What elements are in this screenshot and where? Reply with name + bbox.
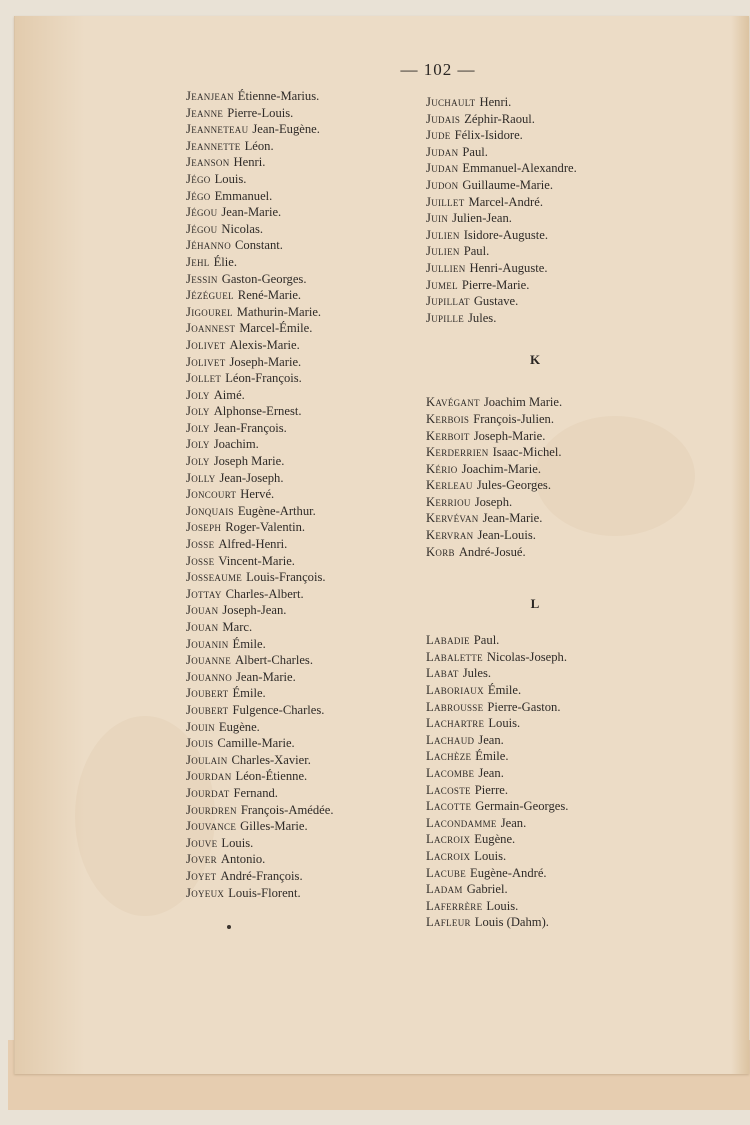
entry-given-names: Henri-Auguste. xyxy=(469,260,548,275)
entry-surname: Laferrère xyxy=(426,898,483,913)
entry-surname: Josse xyxy=(186,537,215,552)
name-entry xyxy=(186,868,396,885)
entry-given-names: Marcel-Émile. xyxy=(239,321,313,336)
entry-surname: Lacotte xyxy=(426,799,472,814)
entry-surname: Joncourt xyxy=(186,487,237,502)
entry-given-names: Camille-Marie. xyxy=(217,736,295,751)
name-entry xyxy=(426,815,644,832)
entry-given-names: Léon. xyxy=(244,138,274,153)
entry-given-names: Jean. xyxy=(478,766,504,780)
name-entry xyxy=(186,436,396,453)
name-entry xyxy=(186,569,396,586)
entry-surname: Jollet xyxy=(186,371,222,386)
entry-surname: Joannest xyxy=(186,321,236,336)
name-entry xyxy=(186,719,396,736)
right-name-column xyxy=(426,94,644,931)
entry-surname: Joubert xyxy=(186,702,229,717)
name-entry xyxy=(186,304,396,321)
entry-given-names: Élie. xyxy=(213,254,238,269)
entry-given-names: Marc. xyxy=(222,620,253,634)
entry-surname: Jouin xyxy=(186,719,215,734)
name-entry xyxy=(426,194,644,211)
entry-surname: Joly xyxy=(186,420,210,435)
entry-surname: Jude xyxy=(426,128,451,143)
entry-given-names: Jean-Marie. xyxy=(221,205,282,220)
entry-surname: Jupille xyxy=(426,310,464,325)
name-entry xyxy=(426,494,644,511)
entry-given-names: Pierre-Louis. xyxy=(227,105,294,120)
name-entry xyxy=(426,461,644,478)
page-right-edge xyxy=(731,16,749,1074)
entry-surname: Kavégant xyxy=(426,395,480,410)
entry-surname: Jullien xyxy=(426,260,466,275)
name-entry xyxy=(426,111,644,128)
name-entry xyxy=(186,387,396,404)
entry-given-names: André-François. xyxy=(220,868,303,883)
name-entry xyxy=(426,649,644,666)
entry-surname: Jourdren xyxy=(186,802,237,817)
entry-given-names: Charles-Xavier. xyxy=(231,752,311,767)
entry-surname: Judon xyxy=(426,177,459,192)
entry-given-names: François-Amédée. xyxy=(240,802,334,817)
entry-surname: Jouanno xyxy=(186,669,232,684)
entry-surname: Jouvance xyxy=(186,819,237,834)
entry-given-names: Jean. xyxy=(478,732,504,747)
entry-surname: Joyeux xyxy=(186,885,225,900)
entry-surname: Kerriou xyxy=(426,494,471,509)
entry-surname: Jeannette xyxy=(186,138,241,153)
entry-given-names: Fulgence-Charles. xyxy=(232,702,325,717)
entry-given-names: Léon-François. xyxy=(225,371,302,386)
name-entry xyxy=(186,453,396,470)
entry-given-names: Charles-Albert. xyxy=(225,586,304,601)
entry-given-names: Louis (Dahm). xyxy=(474,915,549,930)
entry-given-names: Antonio. xyxy=(220,852,266,867)
entry-surname: Kerderrien xyxy=(426,445,489,460)
entry-surname: Jehl xyxy=(186,254,210,269)
entry-surname: Joly xyxy=(186,454,210,469)
name-entry xyxy=(186,636,396,653)
name-entry xyxy=(186,403,396,420)
entry-surname: Kerboit xyxy=(426,428,470,443)
entry-given-names: Joseph. xyxy=(474,494,513,509)
entry-given-names: Mathurin-Marie. xyxy=(236,304,322,319)
entry-given-names: Guillaume-Marie. xyxy=(462,177,553,192)
entry-given-names: Vincent-Marie. xyxy=(218,553,295,568)
entry-given-names: Joachim Marie. xyxy=(483,395,563,410)
entry-surname: Labrousse xyxy=(426,699,484,714)
entry-surname: Kerleau xyxy=(426,478,473,493)
entry-given-names: Jules. xyxy=(462,666,492,681)
entry-given-names: Étienne-Marius. xyxy=(237,89,320,103)
name-entry xyxy=(426,260,644,277)
entry-surname: Labat xyxy=(426,666,459,681)
name-entry xyxy=(186,254,396,271)
name-entry xyxy=(426,160,644,177)
entry-given-names: Nicolas-Joseph. xyxy=(486,649,567,664)
entry-surname: Juin xyxy=(426,211,449,226)
name-entry xyxy=(186,851,396,868)
entry-surname: Joyet xyxy=(186,868,217,883)
entry-given-names: Alfred-Henri. xyxy=(218,537,288,552)
name-entry xyxy=(426,477,644,494)
name-entry xyxy=(426,682,644,699)
name-entry xyxy=(426,732,644,749)
entry-given-names: Zéphir-Raoul. xyxy=(464,111,535,126)
entry-surname: Lacoste xyxy=(426,782,471,797)
name-entry xyxy=(186,154,396,171)
entry-surname: Julien xyxy=(426,227,460,242)
entry-surname: Jeanneteau xyxy=(186,122,249,137)
entry-surname: Lacube xyxy=(426,865,466,880)
name-entry xyxy=(426,632,644,649)
entry-given-names: Germain-Georges. xyxy=(475,799,569,814)
entry-given-names: Louis. xyxy=(486,898,519,913)
name-entry xyxy=(426,394,644,411)
name-entry xyxy=(426,277,644,294)
entry-given-names: Émile. xyxy=(475,749,509,764)
name-entry xyxy=(426,898,644,915)
entry-given-names: Marcel-André. xyxy=(468,194,543,209)
entry-surname: Julien xyxy=(426,244,460,259)
entry-given-names: Jean-Joseph. xyxy=(219,470,284,485)
entry-surname: Korb xyxy=(426,544,455,559)
name-entry xyxy=(426,914,644,931)
entry-surname: Labadie xyxy=(426,633,470,648)
entry-surname: Jégou xyxy=(186,221,218,236)
name-entry xyxy=(186,221,396,238)
name-entry xyxy=(186,121,396,138)
entry-given-names: Joachim. xyxy=(213,437,259,452)
name-entry xyxy=(426,428,644,445)
entry-surname: Jeanjean xyxy=(186,89,234,103)
name-entry xyxy=(186,835,396,852)
k-entries-list xyxy=(426,394,644,560)
entry-given-names: Louis. xyxy=(488,716,521,731)
entry-surname: Kervévan xyxy=(426,511,479,526)
entry-surname: Jonquais xyxy=(186,503,234,518)
entry-surname: Lacroix xyxy=(426,848,471,863)
entry-surname: Jigourel xyxy=(186,304,233,319)
entry-given-names: Paul. xyxy=(463,244,490,259)
entry-surname: Ladam xyxy=(426,882,463,897)
name-entry xyxy=(426,715,644,732)
name-entry xyxy=(186,885,396,902)
entry-given-names: René-Marie. xyxy=(237,288,302,303)
name-entry xyxy=(426,544,644,561)
name-entry xyxy=(186,519,396,536)
entry-given-names: Jean-Marie. xyxy=(236,669,296,684)
name-entry xyxy=(426,865,644,882)
name-entry xyxy=(426,798,644,815)
name-entry xyxy=(186,271,396,288)
entry-surname: Judan xyxy=(426,161,459,176)
name-entry xyxy=(426,699,644,716)
name-entry xyxy=(186,818,396,835)
name-entry xyxy=(426,411,644,428)
entry-surname: Jégou xyxy=(186,205,218,220)
entry-given-names: Aimé. xyxy=(213,387,245,402)
entry-given-names: Joseph-Marie. xyxy=(473,428,546,443)
name-entry xyxy=(426,831,644,848)
entry-surname: Jolivet xyxy=(186,337,226,352)
name-entry xyxy=(186,802,396,819)
name-entry xyxy=(186,204,396,221)
name-entry xyxy=(426,310,644,327)
entry-given-names: Eugène. xyxy=(218,719,260,734)
name-entry xyxy=(186,586,396,603)
entry-given-names: Jean-Louis. xyxy=(477,528,536,543)
entry-surname: Kervran xyxy=(426,528,474,543)
entry-given-names: Joseph-Jean. xyxy=(222,603,287,618)
entry-surname: Jover xyxy=(186,852,217,867)
name-entry xyxy=(426,527,644,544)
entry-surname: Lacombe xyxy=(426,766,475,780)
entry-given-names: Hervé. xyxy=(240,487,275,502)
page-number: — 102 — xyxy=(400,60,476,79)
ink-dot xyxy=(227,925,231,929)
entry-surname: Judais xyxy=(426,111,461,126)
entry-given-names: Jules-Georges. xyxy=(476,478,551,493)
entry-surname: Joulain xyxy=(186,752,228,767)
entry-given-names: Eugène-Arthur. xyxy=(237,503,316,518)
entry-surname: Juchault xyxy=(426,95,476,109)
entry-surname: Jouve xyxy=(186,835,218,850)
entry-surname: Labalette xyxy=(426,649,483,664)
entry-surname: Jeanne xyxy=(186,105,224,120)
entry-given-names: Isaac-Michel. xyxy=(492,445,562,460)
entry-surname: Joseph xyxy=(186,520,222,535)
name-entry xyxy=(426,765,644,782)
entry-surname: Lachartre xyxy=(426,716,485,731)
entry-given-names: Paul. xyxy=(473,633,500,648)
entry-surname: Joly xyxy=(186,404,210,419)
entry-given-names: Gabriel. xyxy=(466,882,508,897)
name-entry xyxy=(426,94,644,111)
entry-given-names: Fernand. xyxy=(233,785,278,800)
entry-given-names: Émile. xyxy=(232,636,266,651)
name-entry xyxy=(186,337,396,354)
entry-surname: Jourdat xyxy=(186,785,230,800)
name-entry xyxy=(426,444,644,461)
entry-surname: Kério xyxy=(426,461,458,476)
name-entry xyxy=(186,370,396,387)
entry-surname: Jupillat xyxy=(426,294,470,309)
name-entry xyxy=(186,768,396,785)
name-entry xyxy=(186,602,396,619)
entry-given-names: Gilles-Marie. xyxy=(240,819,308,834)
entry-given-names: Pierre-Marie. xyxy=(461,277,530,292)
entry-surname: Lachèze xyxy=(426,749,472,764)
entry-surname: Joly xyxy=(186,387,210,402)
entry-given-names: Jean-Marie. xyxy=(482,511,543,526)
entry-given-names: Louis-Florent. xyxy=(228,885,301,900)
page-binding-shade xyxy=(15,16,85,1074)
entry-surname: Jouan xyxy=(186,603,219,618)
entry-given-names: Joseph-Marie. xyxy=(229,354,302,369)
entry-given-names: Pierre. xyxy=(474,782,509,797)
entry-surname: Jeanson xyxy=(186,155,230,170)
name-entry xyxy=(426,243,644,260)
name-entry xyxy=(426,210,644,227)
section-heading-l: L xyxy=(530,596,540,612)
entry-given-names: Nicolas. xyxy=(221,221,264,236)
entry-given-names: Félix-Isidore. xyxy=(454,128,523,143)
entry-given-names: Jules. xyxy=(468,310,497,325)
entry-surname: Lacondamme xyxy=(426,815,497,830)
entry-surname: Jégo xyxy=(186,171,211,186)
name-entry xyxy=(186,188,396,205)
name-entry xyxy=(186,702,396,719)
name-entry xyxy=(426,144,644,161)
entry-given-names: Alphonse-Ernest. xyxy=(213,404,302,419)
left-name-column xyxy=(186,88,396,901)
entry-surname: Juillet xyxy=(426,194,465,209)
entry-surname: Lafleur xyxy=(426,915,471,930)
entry-given-names: Emmanuel-Alexandre. xyxy=(462,161,577,176)
name-entry xyxy=(426,510,644,527)
name-entry xyxy=(186,171,396,188)
entry-given-names: Louis. xyxy=(474,848,507,863)
entry-given-names: Henri. xyxy=(479,95,512,109)
name-entry xyxy=(186,752,396,769)
entry-surname: Laboriaux xyxy=(426,683,484,698)
entry-surname: Jessin xyxy=(186,271,218,286)
entry-given-names: Joseph Marie. xyxy=(213,454,285,469)
name-entry xyxy=(186,486,396,503)
entry-given-names: Émile. xyxy=(232,686,266,701)
entry-surname: Jézéguel xyxy=(186,288,234,303)
entry-given-names: Gustave. xyxy=(473,294,519,309)
entry-given-names: Henri. xyxy=(233,155,266,170)
entry-given-names: Emmanuel. xyxy=(214,188,273,203)
entry-surname: Jouis xyxy=(186,736,214,751)
name-entry xyxy=(186,237,396,254)
entry-surname: Lachaud xyxy=(426,732,475,747)
name-entry xyxy=(186,669,396,686)
entry-surname: Jouanin xyxy=(186,636,229,651)
entry-given-names: Émile. xyxy=(487,683,522,698)
name-entry xyxy=(186,785,396,802)
entry-surname: Jouanne xyxy=(186,653,231,668)
name-entry xyxy=(426,293,644,310)
entry-given-names: Julien-Jean. xyxy=(452,211,512,226)
name-entry xyxy=(426,227,644,244)
entry-given-names: Louis. xyxy=(221,835,254,850)
name-entry xyxy=(426,748,644,765)
name-entry xyxy=(186,470,396,487)
entry-given-names: Albert-Charles. xyxy=(235,653,313,668)
entry-surname: Josseaume xyxy=(186,570,243,585)
entry-given-names: Joachim-Marie. xyxy=(461,461,541,476)
entry-surname: Judan xyxy=(426,144,459,159)
entry-surname: Jolivet xyxy=(186,354,226,369)
entry-surname: Jégo xyxy=(186,188,211,203)
entry-surname: Joly xyxy=(186,437,210,452)
entry-given-names: Jean-Eugène. xyxy=(252,122,320,137)
j-entries-list xyxy=(426,94,644,326)
name-entry xyxy=(426,782,644,799)
name-entry xyxy=(186,287,396,304)
entry-surname: Jumel xyxy=(426,277,458,292)
name-entry xyxy=(186,420,396,437)
entry-surname: Jottay xyxy=(186,586,222,601)
entry-given-names: Eugène-André. xyxy=(470,865,547,880)
entry-given-names: Louis-François. xyxy=(246,570,326,585)
name-entry xyxy=(426,127,644,144)
entry-given-names: Eugène. xyxy=(474,832,516,847)
entry-given-names: Léon-Étienne. xyxy=(235,769,308,784)
name-entry xyxy=(186,320,396,337)
name-entry xyxy=(426,177,644,194)
name-entry xyxy=(186,354,396,371)
entry-given-names: Jean. xyxy=(500,815,527,830)
name-entry xyxy=(426,881,644,898)
entry-surname: Lacroix xyxy=(426,832,471,847)
name-entry xyxy=(186,619,396,636)
name-entry xyxy=(186,553,396,570)
name-entry xyxy=(186,138,396,155)
name-entry xyxy=(186,652,396,669)
entry-given-names: Gaston-Georges. xyxy=(221,271,307,286)
entry-given-names: François-Julien. xyxy=(473,411,554,426)
entry-given-names: Roger-Valentin. xyxy=(225,520,306,535)
name-entry xyxy=(186,735,396,752)
entry-given-names: Paul. xyxy=(462,144,488,159)
entry-surname: Josse xyxy=(186,553,215,568)
name-entry xyxy=(186,536,396,553)
section-heading-k: K xyxy=(529,352,541,368)
name-entry xyxy=(186,88,396,105)
entry-given-names: Alexis-Marie. xyxy=(229,337,300,352)
entry-given-names: Isidore-Auguste. xyxy=(463,227,548,242)
entry-given-names: André-Josué. xyxy=(458,544,526,559)
name-entry xyxy=(426,665,644,682)
entry-surname: Jourdan xyxy=(186,769,232,784)
entry-given-names: Constant. xyxy=(235,238,283,253)
name-entry xyxy=(186,685,396,702)
entry-surname: Joubert xyxy=(186,686,229,701)
entry-surname: Kerbois xyxy=(426,411,470,426)
l-entries-list xyxy=(426,632,644,931)
entry-surname: Jolly xyxy=(186,470,216,485)
entry-given-names: Louis. xyxy=(214,171,247,186)
entry-given-names: Jean-François. xyxy=(213,420,287,435)
entry-surname: Jouan xyxy=(186,620,219,634)
entry-surname: Jéhanno xyxy=(186,238,231,253)
entry-given-names: Pierre-Gaston. xyxy=(487,699,561,714)
name-entry xyxy=(186,503,396,520)
name-entry xyxy=(426,848,644,865)
name-entry xyxy=(186,105,396,122)
